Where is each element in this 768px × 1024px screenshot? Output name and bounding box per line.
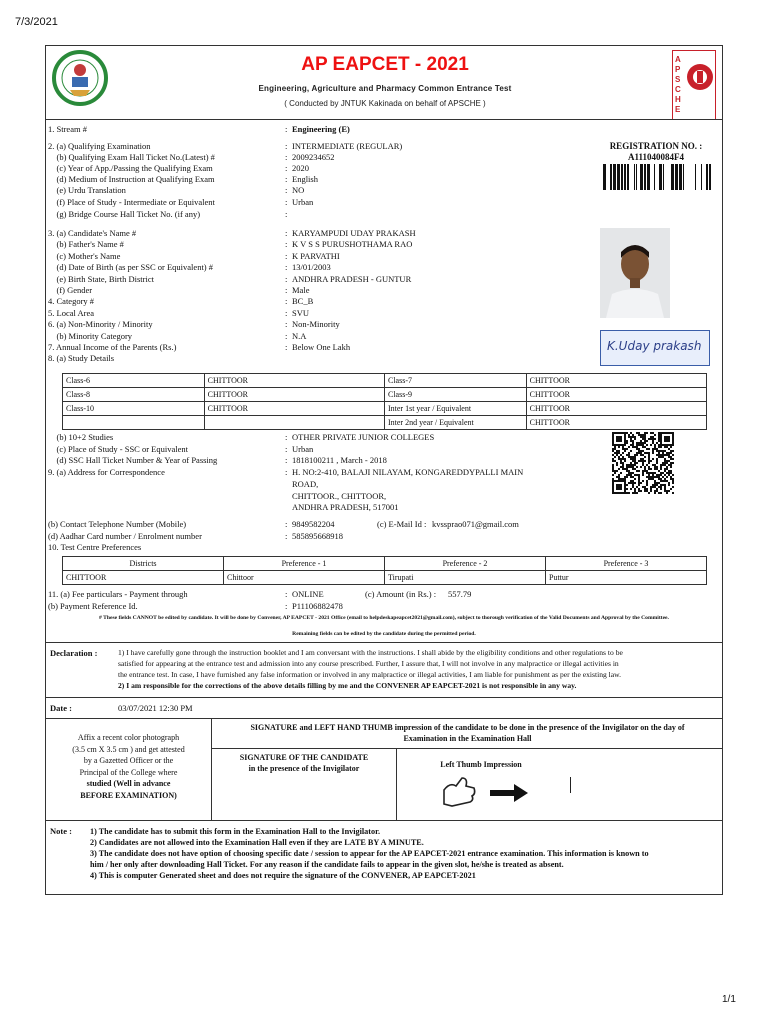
field-label: 7. Annual Income of the Parents (Rs.): [48, 342, 177, 352]
thumb-arrow-icon: [440, 776, 530, 810]
cursor-mark: [570, 777, 571, 793]
field-label: 6. (a) Non-Minority / Minority: [48, 319, 153, 330]
colon: :: [285, 432, 288, 442]
payment-ref-value: P11106882478: [292, 601, 343, 611]
amount-label: (c) Amount (in Rs.) :: [365, 589, 437, 599]
field-label: (b) Father's Name #: [48, 239, 124, 250]
field-value: Below One Lakh: [292, 342, 351, 352]
candidate-photo: [600, 228, 670, 318]
field-label: (d) SSC Hall Ticket Number & Year of Passing: [48, 455, 218, 465]
address-line: ANDHRA PRADESH, 517001: [292, 502, 399, 512]
table-row: [63, 374, 707, 388]
colon: :: [285, 601, 288, 611]
photo-instruction-line: studied (Well in advance: [86, 779, 171, 788]
declaration-line: 1) I have carefully gone through the instruction booklet and I am conversant with the instructions. I shall abide by the eligibility conditions and other regulations to be: [118, 648, 623, 657]
field-value: INTERMEDIATE (REGULAR): [292, 141, 403, 151]
colon: :: [285, 589, 288, 599]
declaration-line: the entrance test. In case, I have furnished any false information or involved in any malpractice or illegal activities, I am liable for punishment as per the existing law.: [118, 670, 622, 679]
field-label: (c) Year of App./Passing the Qualifying Exam: [48, 163, 213, 173]
field-label: (e) Birth State, Birth District: [48, 273, 154, 284]
aadhar-value: 585895668918: [292, 531, 343, 541]
colon: :: [285, 330, 288, 341]
field-label: (g) Bridge Course Hall Ticket No. (if any): [48, 209, 201, 219]
table-cell: Puttur: [546, 571, 707, 585]
colon: :: [285, 342, 288, 352]
table-cell: [63, 416, 205, 430]
email-label: (c) E-Mail Id :: [377, 519, 427, 529]
colon: :: [285, 531, 288, 541]
colon: :: [285, 124, 288, 134]
field-label: (c) Mother's Name: [48, 250, 121, 261]
table-cell: Class-7: [384, 374, 526, 388]
note-line: 1) The candidate has to submit this form in the Examination Hall to the Invigilator.: [90, 827, 380, 836]
page-number: 1/1: [722, 994, 736, 1005]
field-label: (b) 10+2 Studies: [48, 432, 114, 442]
colon: :: [285, 239, 288, 250]
photo-instruction-line: Principal of the College where: [79, 767, 178, 777]
table-cell: Class-8: [63, 388, 205, 402]
table-row: [63, 571, 707, 585]
field-value: K V S S PURUSHOTHAMA RAO: [292, 239, 413, 250]
table-cell: Inter 2nd year / Equivalent: [384, 416, 526, 430]
signature-heading-line: SIGNATURE and LEFT HAND THUMB impression of the candidate to be done in the presence of the Invigilator on the day of: [250, 723, 685, 732]
colon: :: [285, 273, 288, 284]
notes-label: Note :: [50, 826, 72, 836]
colon: :: [285, 285, 288, 295]
photo-instruction-line: BEFORE EXAMINATION): [80, 790, 177, 800]
divider: [212, 748, 723, 749]
thumb-impression-label: Left Thumb Impression: [440, 760, 522, 769]
sig-label-line: SIGNATURE OF THE CANDIDATE: [239, 753, 369, 762]
jntuk-logo-icon: [52, 50, 108, 108]
field-value: OTHER PRIVATE JUNIOR COLLEGES: [292, 432, 435, 442]
divider: [396, 748, 397, 820]
barcode-icon: [600, 164, 712, 190]
fee-label: 11. (a) Fee particulars - Payment through: [48, 589, 188, 599]
divider: [45, 119, 723, 120]
field-value: 2009234652: [292, 152, 335, 162]
table-cell: Class-9: [384, 388, 526, 402]
field-value: Urban: [292, 197, 314, 207]
table-row: [63, 416, 707, 430]
divider: [45, 820, 723, 821]
apsche-logo-icon: [672, 50, 716, 120]
study-details-table: [62, 373, 707, 430]
field-label: 4. Category #: [48, 296, 95, 307]
photo-instruction-line: Affix a recent color photograph: [77, 733, 180, 742]
field-label: 5. Local Area: [48, 307, 95, 318]
field-value: 2020: [292, 163, 309, 173]
table-cell: Tirupati: [385, 571, 546, 585]
field-label: 3. (a) Candidate's Name #: [48, 228, 137, 238]
conducted-by: ( Conducted by JNTUK Kakinada on behalf of APSCHE ): [284, 99, 486, 108]
field-label: (f) Gender: [48, 285, 93, 295]
table-cell: CHITTOOR: [526, 402, 706, 416]
declaration-line: 2) I am responsible for the corrections of the above details filling by me and the CONVENER AP EAPCET-2021 is not responsible in any way.: [118, 681, 577, 690]
colon: :: [285, 319, 288, 330]
table-row: [63, 388, 707, 402]
field-value: Urban: [292, 443, 314, 454]
address-line: CHITTOOR., CHITTOOR,: [292, 490, 387, 501]
field-value: BC_B: [292, 296, 314, 307]
field-label: (c) Place of Study - SSC or Equivalent: [48, 443, 188, 454]
field-value: SVU: [292, 307, 310, 318]
field-label: (b) Minority Category: [48, 330, 133, 341]
table-row: [63, 402, 707, 416]
colon: :: [285, 152, 288, 162]
colon: :: [285, 307, 288, 318]
column-header: Preference - 1: [224, 557, 385, 571]
page-title: AP EAPCET - 2021: [301, 54, 469, 75]
field-value: English: [292, 174, 318, 184]
qr-code-icon: [612, 432, 674, 494]
colon: :: [285, 519, 288, 529]
apsche-logo-text: APSCHE: [675, 55, 681, 114]
table-cell: CHITTOOR: [204, 402, 384, 416]
field-value: K PARVATHI: [292, 250, 340, 261]
colon: :: [285, 296, 288, 307]
photo-instruction-line: by a Gazetted Officer or the: [83, 756, 174, 765]
field-label: 2. (a) Qualifying Examination: [48, 141, 151, 151]
sig-label-line: in the presence of the Invigilator: [248, 764, 360, 773]
date-label: Date :: [50, 703, 72, 713]
field-label: (d) Date of Birth (as per SSC or Equivalent) #: [48, 262, 214, 273]
field-label: (f) Place of Study - Intermediate or Equivalent: [48, 197, 215, 207]
field-value: KARYAMPUDI UDAY PRAKASH: [292, 228, 416, 238]
table-cell: CHITTOOR: [204, 388, 384, 402]
page-subtitle: Engineering, Agriculture and Pharmacy Common Entrance Test: [258, 84, 512, 93]
declaration-label: Declaration :: [50, 648, 98, 658]
field-value: Engineering (E): [292, 124, 350, 134]
notes-text: [90, 826, 718, 881]
declaration-line: satisfied for appearing at the entrance test and admission into any course prescribed. Further, I assure that, I will not involve in any malpractice or illegal activities in: [118, 659, 619, 668]
field-label: (b) Qualifying Exam Hall Ticket No.(Latest) #: [48, 152, 215, 162]
column-header: Preference - 2: [385, 557, 546, 571]
table-cell: Class-10: [63, 402, 205, 416]
field-value: NO: [292, 185, 305, 195]
colon: :: [285, 443, 288, 454]
table-cell: Inter 1st year / Equivalent: [384, 402, 526, 416]
colon: :: [285, 250, 288, 261]
colon: :: [285, 262, 288, 273]
email-value: kvssprao071@gmail.com: [432, 519, 519, 529]
note-line: him / her only after downloading Hall Ticket. For any reason if the candidate fails to appear in the given slot, he/she is treated as absent.: [90, 860, 564, 869]
field-value: Male: [292, 285, 310, 295]
colon: :: [285, 197, 288, 207]
field-value: 13/01/2003: [292, 262, 331, 273]
field-value: N.A: [292, 330, 307, 341]
print-date: 7/3/2021: [15, 16, 58, 28]
colon: :: [285, 455, 288, 465]
registration-number: A111040084F4: [627, 152, 684, 162]
candidate-signature-label: [212, 752, 396, 774]
table-cell: CHITTOOR: [526, 416, 706, 430]
column-header: Preference - 3: [546, 557, 707, 571]
colon: :: [285, 466, 288, 477]
fine-print: # These fields CANNOT be edited by candidate. It will be done by Convener, AP EAPCET - 2021 Office (email to helpdeskapeapcet2021@gmail.com), subject to thorough verification of the Valid Documents and Approval by the Committee.: [99, 615, 669, 621]
test-centre-table: [62, 556, 707, 585]
photo-instruction-line: (3.5 cm X 3.5 cm ) and get attested: [72, 744, 185, 754]
field-label: (d) Medium of Instruction at Qualifying Exam: [48, 174, 215, 184]
divider: [45, 642, 723, 643]
photo-instruction-box: [45, 718, 212, 820]
table-cell: CHITTOOR: [204, 374, 384, 388]
field-label: 9. (a) Address for Correspondence: [48, 466, 165, 477]
note-line: 3) The candidate does not have option of choosing specific date / session to appear for the AP EAPCET-2021 entrance examination. This information is known to: [90, 849, 649, 858]
note-line: 2) Candidates are not allowed into the Examination Hall even if they are LATE BY A MINUTE.: [90, 838, 424, 847]
note-line: 4) This is computer Generated sheet and does not require the signature of the CONVENER, AP EAPCET-2021: [90, 871, 476, 880]
registration-block: [597, 141, 715, 163]
signature-heading: [212, 722, 723, 744]
field-label: 1. Stream #: [48, 124, 87, 134]
colon: :: [285, 228, 288, 238]
field-value: H. NO:2-410, BALAJI NILAYAM, KONGAREDDYPALLI MAIN: [292, 466, 524, 477]
field-label: (e) Urdu Translation: [48, 185, 126, 195]
field-value: ANDHRA PRADESH - GUNTUR: [292, 273, 412, 284]
table-cell: CHITTOOR: [63, 571, 224, 585]
address-line: ROAD,: [292, 479, 319, 489]
column-header: Districts: [63, 557, 224, 571]
colon: :: [285, 141, 288, 151]
colon: :: [285, 185, 288, 195]
fine-print-2: Remaining fields can be edited by the candidate during the permitted period.: [292, 631, 476, 637]
field-value: Non-Minority: [292, 319, 340, 330]
table-cell: Class-6: [63, 374, 205, 388]
declaration-text: [118, 647, 718, 691]
centre-label: 10. Test Centre Preferences: [48, 542, 142, 552]
table-cell: Chittoor: [224, 571, 385, 585]
signature-heading-line: Examination in the Examination Hall: [403, 734, 532, 743]
phone-label: (b) Contact Telephone Number (Mobile): [48, 519, 187, 529]
amount-value: 557.79: [448, 589, 472, 599]
divider: [45, 697, 723, 698]
payment-ref-label: (b) Payment Reference Id.: [48, 601, 138, 611]
table-cell: [204, 416, 384, 430]
table-header-row: [63, 557, 707, 571]
signature-image: K.Uday prakash: [600, 330, 710, 366]
table-cell: CHITTOOR: [526, 388, 706, 402]
field-value: 1818100211 , March - 2018: [292, 455, 387, 465]
phone-value: 9849582204: [292, 519, 335, 529]
field-label: 8. (a) Study Details: [48, 353, 115, 364]
colon: :: [285, 209, 288, 219]
aadhar-label: (d) Aadhar Card number / Enrolment number: [48, 531, 202, 541]
fee-mode: ONLINE: [292, 589, 324, 599]
date-value: 03/07/2021 12:30 PM: [118, 703, 193, 713]
table-cell: CHITTOOR: [526, 374, 706, 388]
colon: :: [285, 163, 288, 173]
colon: :: [285, 174, 288, 184]
registration-label: REGISTRATION NO. :: [609, 141, 703, 151]
